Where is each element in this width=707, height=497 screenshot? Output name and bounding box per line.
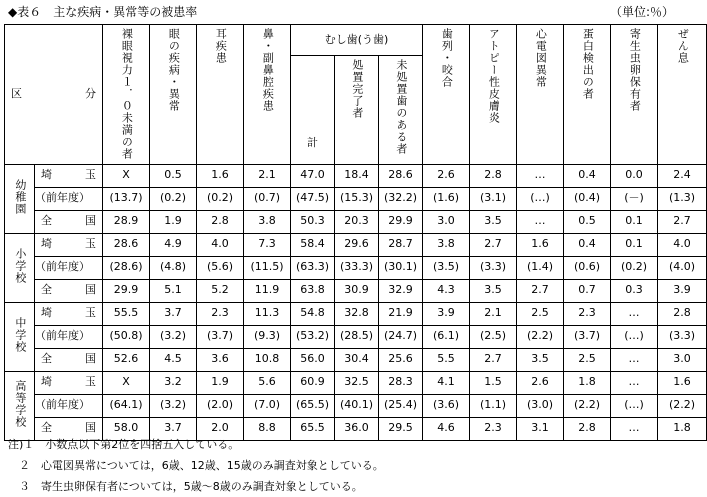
table-cell: X bbox=[103, 164, 150, 187]
table-row bbox=[5, 371, 707, 394]
table-cell: 32.5 bbox=[335, 371, 379, 394]
table-cell: 0.3 bbox=[611, 279, 658, 302]
header-asthma: ぜん息 bbox=[676, 28, 690, 64]
table-cell: 7.3 bbox=[244, 233, 291, 256]
table-cell: 0.4 bbox=[564, 233, 611, 256]
table-cell: 4.3 bbox=[423, 279, 470, 302]
table-cell: (3.1) bbox=[470, 187, 517, 210]
table-cell: (5.6) bbox=[197, 256, 244, 279]
table-cell: 3.5 bbox=[470, 210, 517, 233]
table-cell: 4.0 bbox=[197, 233, 244, 256]
table-cell: (28.6) bbox=[103, 256, 150, 279]
group-label: 高等学校 bbox=[13, 379, 27, 428]
table-cell: (63.3) bbox=[291, 256, 335, 279]
table-cell: (2.0) bbox=[197, 394, 244, 417]
table-cell: 29.5 bbox=[379, 417, 423, 440]
table-cell: 54.8 bbox=[291, 302, 335, 325]
table-cell: (3.2) bbox=[150, 325, 197, 348]
header-caries-treated: 処置完了者 bbox=[350, 59, 364, 120]
table-cell: 1.6 bbox=[658, 371, 707, 394]
table-cell: 2.5 bbox=[564, 348, 611, 371]
table-cell: (1.6) bbox=[423, 187, 470, 210]
table-cell: 4.6 bbox=[423, 417, 470, 440]
table-cell: 3.1 bbox=[517, 417, 564, 440]
table-cell: (40.1) bbox=[335, 394, 379, 417]
header-caries-untreated: 未処置歯のある者 bbox=[394, 59, 408, 156]
table-cell: (3.6) bbox=[423, 394, 470, 417]
header-ear-disease: 耳疾患 bbox=[214, 28, 228, 64]
table-row bbox=[5, 164, 707, 187]
row-label-right: 国 bbox=[75, 417, 103, 440]
table-cell: 2.7 bbox=[470, 233, 517, 256]
table-cell: 2.7 bbox=[658, 210, 707, 233]
group-label: 幼稚園 bbox=[13, 178, 27, 215]
table-cell: 2.7 bbox=[517, 279, 564, 302]
table-cell: 3.5 bbox=[517, 348, 564, 371]
table-cell: 4.0 bbox=[658, 233, 707, 256]
table-cell: (2.2) bbox=[658, 394, 707, 417]
table-cell: 29.9 bbox=[379, 210, 423, 233]
table-cell: 2.3 bbox=[470, 417, 517, 440]
header-dental: 歯列・咬合 bbox=[440, 28, 454, 88]
table-cell: (25.4) bbox=[379, 394, 423, 417]
table-cell: (9.3) bbox=[244, 325, 291, 348]
table-cell: 1.9 bbox=[197, 371, 244, 394]
table-row bbox=[5, 233, 707, 256]
table-cell: 3.9 bbox=[423, 302, 470, 325]
table-cell: 1.8 bbox=[658, 417, 707, 440]
table-cell: 0.1 bbox=[611, 210, 658, 233]
table-cell: 2.8 bbox=[564, 417, 611, 440]
table-row bbox=[5, 325, 707, 348]
table-title: ◆表６ 主な疾病・異常等の被患率 bbox=[8, 5, 198, 19]
row-label-prev-year: （前年度） bbox=[35, 394, 103, 417]
table-cell: (…) bbox=[611, 394, 658, 417]
footnote-3: ３ 寄生虫卵保有者については，5歳～8歳のみ調査対象としている。 bbox=[8, 480, 363, 493]
table-cell: … bbox=[517, 210, 564, 233]
table-cell: 56.0 bbox=[291, 348, 335, 371]
table-cell: (28.5) bbox=[335, 325, 379, 348]
table-cell: (30.1) bbox=[379, 256, 423, 279]
row-label-left: 全 bbox=[35, 279, 75, 302]
header-caries-total: 計 bbox=[291, 56, 335, 164]
table-cell: 1.9 bbox=[150, 210, 197, 233]
table-cell: (13.7) bbox=[103, 187, 150, 210]
table-cell: 3.5 bbox=[470, 279, 517, 302]
table-cell: (3.0) bbox=[517, 394, 564, 417]
kubun-left-header: 区 bbox=[5, 25, 75, 165]
table-cell: 0.5 bbox=[564, 210, 611, 233]
table-cell: (3.7) bbox=[564, 325, 611, 348]
table-cell: 3.8 bbox=[244, 210, 291, 233]
table-cell: (0.2) bbox=[611, 256, 658, 279]
table-cell: (3.5) bbox=[423, 256, 470, 279]
table-cell: 0.7 bbox=[564, 279, 611, 302]
table-cell: 0.0 bbox=[611, 164, 658, 187]
table-cell: 5.6 bbox=[244, 371, 291, 394]
table-cell: 2.5 bbox=[517, 302, 564, 325]
table-cell: 58.4 bbox=[291, 233, 335, 256]
table-cell: (11.5) bbox=[244, 256, 291, 279]
row-label-left: 全 bbox=[35, 348, 75, 371]
table-cell: 28.7 bbox=[379, 233, 423, 256]
table-cell: (…) bbox=[517, 187, 564, 210]
table-cell: 2.6 bbox=[423, 164, 470, 187]
table-cell: 2.1 bbox=[244, 164, 291, 187]
table-cell: 5.2 bbox=[197, 279, 244, 302]
table-cell: 18.4 bbox=[335, 164, 379, 187]
table-cell: 29.9 bbox=[103, 279, 150, 302]
table-cell: 3.7 bbox=[150, 417, 197, 440]
header-nose-disease: 鼻・副鼻腔疾患 bbox=[261, 28, 275, 112]
footnote-1: 注)１ 小数点以下第2位を四捨五入している。 bbox=[8, 438, 240, 451]
table-cell: 4.1 bbox=[423, 371, 470, 394]
table-row bbox=[5, 348, 707, 371]
table-cell: (53.2) bbox=[291, 325, 335, 348]
table-row bbox=[5, 394, 707, 417]
row-label-right: 国 bbox=[75, 348, 103, 371]
table-cell: 3.8 bbox=[423, 233, 470, 256]
table-cell: 30.4 bbox=[335, 348, 379, 371]
table-cell: 50.3 bbox=[291, 210, 335, 233]
header-parasite: 寄生虫卵保有者 bbox=[628, 28, 642, 112]
table-cell: 10.8 bbox=[244, 348, 291, 371]
row-label-left: 埼 bbox=[35, 371, 75, 394]
row-label-right: 玉 bbox=[75, 302, 103, 325]
row-label-left: 埼 bbox=[35, 233, 75, 256]
table-cell: 3.7 bbox=[150, 302, 197, 325]
table-cell: 2.3 bbox=[197, 302, 244, 325]
table-cell: 1.5 bbox=[470, 371, 517, 394]
table-cell: (47.5) bbox=[291, 187, 335, 210]
row-label-right: 国 bbox=[75, 279, 103, 302]
table-cell: (0.2) bbox=[150, 187, 197, 210]
table-cell: (65.5) bbox=[291, 394, 335, 417]
table-cell: (0.7) bbox=[244, 187, 291, 210]
row-label-left: 埼 bbox=[35, 164, 75, 187]
group-label: 中学校 bbox=[13, 316, 27, 353]
table-cell: (50.8) bbox=[103, 325, 150, 348]
header-naked-eye: 裸眼視力１．０未満の者 bbox=[120, 28, 134, 160]
table-cell: 28.3 bbox=[379, 371, 423, 394]
header-ecg: 心電図異常 bbox=[534, 28, 548, 88]
table-cell: 5.1 bbox=[150, 279, 197, 302]
table-cell: 29.6 bbox=[335, 233, 379, 256]
table-cell: (2.2) bbox=[564, 394, 611, 417]
table-cell: 1.8 bbox=[564, 371, 611, 394]
table-cell: 2.8 bbox=[470, 164, 517, 187]
table-cell: 2.3 bbox=[564, 302, 611, 325]
row-label-right: 玉 bbox=[75, 164, 103, 187]
row-label-left: 全 bbox=[35, 417, 75, 440]
table-cell: 2.7 bbox=[470, 348, 517, 371]
table-cell: … bbox=[517, 164, 564, 187]
row-label-right: 玉 bbox=[75, 371, 103, 394]
table-cell: 0.1 bbox=[611, 233, 658, 256]
table-cell: 32.9 bbox=[379, 279, 423, 302]
unit-label: （単位:％） bbox=[609, 5, 674, 19]
header-caries-group: むし歯(う歯) bbox=[291, 25, 423, 56]
table-cell: 2.0 bbox=[197, 417, 244, 440]
table-cell: (7.0) bbox=[244, 394, 291, 417]
table-cell: 47.0 bbox=[291, 164, 335, 187]
table-cell: 32.8 bbox=[335, 302, 379, 325]
table-cell: 20.3 bbox=[335, 210, 379, 233]
table-cell: (4.8) bbox=[150, 256, 197, 279]
table-cell: 52.6 bbox=[103, 348, 150, 371]
table-cell: (1.4) bbox=[517, 256, 564, 279]
table-cell: 2.8 bbox=[658, 302, 707, 325]
table-cell: … bbox=[611, 302, 658, 325]
table-cell: 11.9 bbox=[244, 279, 291, 302]
table-cell: 28.6 bbox=[379, 164, 423, 187]
table-cell: 30.9 bbox=[335, 279, 379, 302]
header-protein: 蛋白検出の者 bbox=[581, 28, 595, 100]
table-cell: … bbox=[611, 348, 658, 371]
table-cell: (4.0) bbox=[658, 256, 707, 279]
group-label: 小学校 bbox=[13, 247, 27, 284]
table-cell: (6.1) bbox=[423, 325, 470, 348]
table-cell: (0.4) bbox=[564, 187, 611, 210]
row-label-prev-year: （前年度） bbox=[35, 187, 103, 210]
table-cell: (2.2) bbox=[517, 325, 564, 348]
table-cell: 21.9 bbox=[379, 302, 423, 325]
row-label-right: 国 bbox=[75, 210, 103, 233]
table-cell: (33.3) bbox=[335, 256, 379, 279]
table-row bbox=[5, 210, 707, 233]
header-eye-disease: 眼の疾病・異常 bbox=[167, 28, 181, 112]
table-cell: 2.6 bbox=[517, 371, 564, 394]
row-label-prev-year: （前年度） bbox=[35, 256, 103, 279]
footnotes bbox=[8, 434, 384, 497]
table-cell: 3.9 bbox=[658, 279, 707, 302]
table-cell: 3.2 bbox=[150, 371, 197, 394]
table-cell: (0.2) bbox=[197, 187, 244, 210]
table-cell: 36.0 bbox=[335, 417, 379, 440]
table-cell: (…) bbox=[611, 325, 658, 348]
table-cell: X bbox=[103, 371, 150, 394]
table-cell: 2.4 bbox=[658, 164, 707, 187]
table-cell: 28.9 bbox=[103, 210, 150, 233]
kubun-right-header: 分 bbox=[75, 25, 103, 165]
table-cell: 0.4 bbox=[564, 164, 611, 187]
table-cell: 2.1 bbox=[470, 302, 517, 325]
table-cell: 65.5 bbox=[291, 417, 335, 440]
table-cell: (3.2) bbox=[150, 394, 197, 417]
table-cell: (1.3) bbox=[658, 187, 707, 210]
row-label-left: 埼 bbox=[35, 302, 75, 325]
table-row bbox=[5, 256, 707, 279]
table-cell: 8.8 bbox=[244, 417, 291, 440]
table-row bbox=[5, 302, 707, 325]
table-cell: 0.5 bbox=[150, 164, 197, 187]
table-cell: 5.5 bbox=[423, 348, 470, 371]
disease-rate-table bbox=[4, 24, 707, 441]
row-label-right: 玉 bbox=[75, 233, 103, 256]
table-cell: 11.3 bbox=[244, 302, 291, 325]
table-cell: … bbox=[611, 371, 658, 394]
table-cell: 2.8 bbox=[197, 210, 244, 233]
table-cell: (32.2) bbox=[379, 187, 423, 210]
table-row bbox=[5, 187, 707, 210]
table-cell: (0.6) bbox=[564, 256, 611, 279]
table-cell: (2.5) bbox=[470, 325, 517, 348]
table-cell: (24.7) bbox=[379, 325, 423, 348]
table-cell: 3.0 bbox=[423, 210, 470, 233]
table-cell: 25.6 bbox=[379, 348, 423, 371]
table-cell: 1.6 bbox=[197, 164, 244, 187]
table-cell: 58.0 bbox=[103, 417, 150, 440]
table-cell: 3.6 bbox=[197, 348, 244, 371]
table-cell: 1.6 bbox=[517, 233, 564, 256]
table-cell: (15.3) bbox=[335, 187, 379, 210]
table-cell: (－) bbox=[611, 187, 658, 210]
table-cell: (3.3) bbox=[658, 325, 707, 348]
table-cell: 60.9 bbox=[291, 371, 335, 394]
table-cell: (3.7) bbox=[197, 325, 244, 348]
table-cell: (3.3) bbox=[470, 256, 517, 279]
table-cell: 55.5 bbox=[103, 302, 150, 325]
table-row bbox=[5, 279, 707, 302]
table-cell: 4.5 bbox=[150, 348, 197, 371]
table-cell: … bbox=[611, 417, 658, 440]
table-cell: (64.1) bbox=[103, 394, 150, 417]
table-body bbox=[5, 164, 707, 440]
row-label-left: 全 bbox=[35, 210, 75, 233]
table-cell: 28.6 bbox=[103, 233, 150, 256]
table-cell: 63.8 bbox=[291, 279, 335, 302]
table-cell: (1.1) bbox=[470, 394, 517, 417]
footnote-2: ２ 心電図異常については，6歳、12歳、15歳のみ調査対象としている。 bbox=[8, 459, 384, 472]
table-cell: 4.9 bbox=[150, 233, 197, 256]
table-cell: 3.0 bbox=[658, 348, 707, 371]
row-label-prev-year: （前年度） bbox=[35, 325, 103, 348]
header-atopy: アトピー性皮膚炎 bbox=[487, 28, 501, 124]
